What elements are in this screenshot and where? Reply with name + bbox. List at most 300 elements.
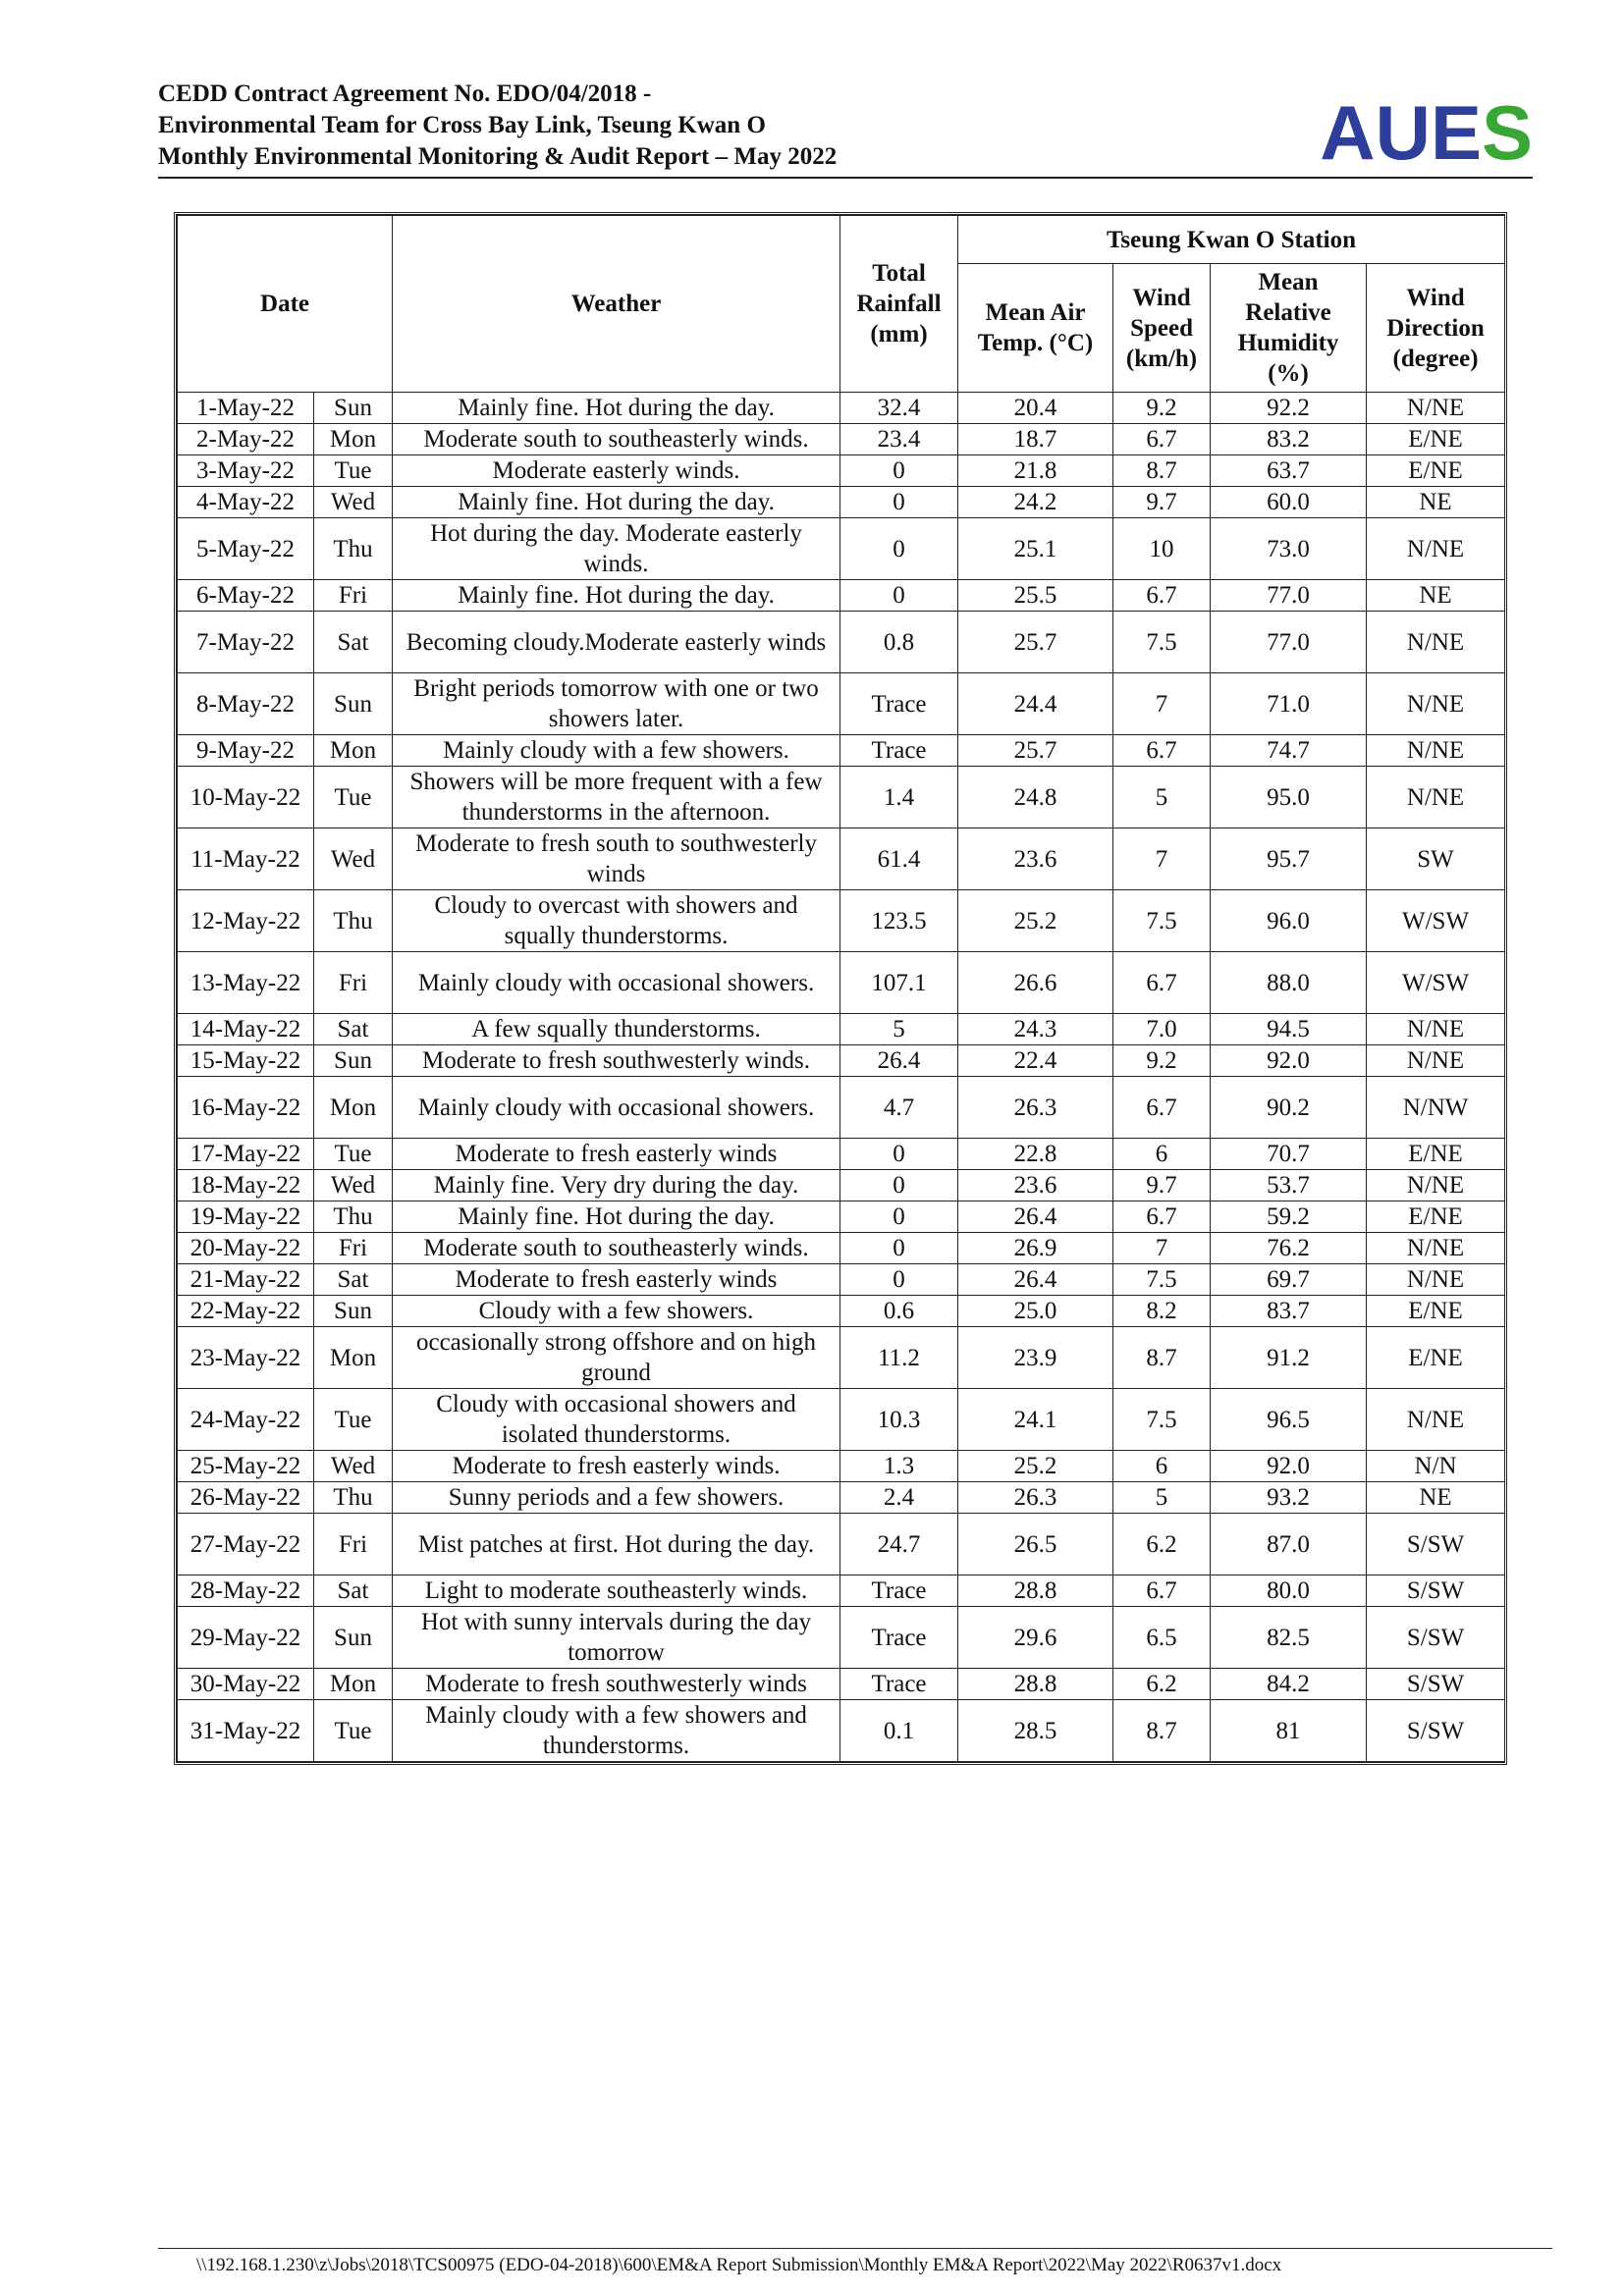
cell-wind-direction: N/NE <box>1367 1264 1505 1296</box>
cell-date: 15-May-22 <box>178 1045 314 1077</box>
cell-wind-speed: 6.5 <box>1113 1607 1211 1669</box>
cell-date: 21-May-22 <box>178 1264 314 1296</box>
cell-rainfall: Trace <box>840 1575 958 1607</box>
cell-weather: Hot with sunny intervals during the day tomorrow <box>393 1607 840 1669</box>
cell-temp: 25.2 <box>958 1451 1113 1482</box>
cell-day: Thu <box>314 890 393 952</box>
table-row <box>178 1201 1505 1233</box>
cell-date: 19-May-22 <box>178 1201 314 1233</box>
cell-temp: 24.2 <box>958 487 1113 518</box>
weather-table <box>177 215 1505 1762</box>
cell-rainfall: 0 <box>840 1170 958 1201</box>
cell-humidity: 73.0 <box>1211 518 1367 580</box>
cell-wind-direction: N/NE <box>1367 1045 1505 1077</box>
cell-day: Tue <box>314 767 393 828</box>
cell-wind-speed: 7.0 <box>1113 1014 1211 1045</box>
cell-weather: Bright periods tomorrow with one or two showers later. <box>393 673 840 735</box>
cell-weather: Mainly cloudy with occasional showers. <box>393 1077 840 1139</box>
table-row <box>178 1669 1505 1700</box>
cell-temp: 22.8 <box>958 1139 1113 1170</box>
cell-humidity: 90.2 <box>1211 1077 1367 1139</box>
cell-weather: Moderate south to southeasterly winds. <box>393 424 840 455</box>
cell-wind-direction: N/NE <box>1367 767 1505 828</box>
cell-temp: 26.4 <box>958 1201 1113 1233</box>
cell-weather: Moderate to fresh south to southwesterly winds <box>393 828 840 890</box>
col-header-temp: Mean Air Temp. (°C) <box>958 264 1113 393</box>
cell-weather: Mainly cloudy with a few showers and thunderstorms. <box>393 1700 840 1762</box>
cell-wind-speed: 6.7 <box>1113 580 1211 612</box>
cell-humidity: 95.0 <box>1211 767 1367 828</box>
cell-humidity: 77.0 <box>1211 612 1367 673</box>
cell-day: Mon <box>314 1327 393 1389</box>
cell-weather: Moderate to fresh southwesterly winds. <box>393 1045 840 1077</box>
cell-wind-speed: 9.2 <box>1113 393 1211 424</box>
cell-wind-speed: 9.7 <box>1113 1170 1211 1201</box>
cell-wind-speed: 7.5 <box>1113 1389 1211 1451</box>
cell-rainfall: 5 <box>840 1014 958 1045</box>
cell-temp: 25.1 <box>958 518 1113 580</box>
table-row <box>178 1327 1505 1389</box>
cell-temp: 28.8 <box>958 1575 1113 1607</box>
cell-rainfall: 0 <box>840 1233 958 1264</box>
cell-wind-direction: N/NE <box>1367 612 1505 673</box>
cell-rainfall: 32.4 <box>840 393 958 424</box>
document-header <box>158 79 1552 177</box>
cell-date: 7-May-22 <box>178 612 314 673</box>
col-header-humidity: Mean Relative Humidity (%) <box>1211 264 1367 393</box>
table-row <box>178 1077 1505 1139</box>
cell-rainfall: Trace <box>840 673 958 735</box>
table-row <box>178 424 1505 455</box>
table-row <box>178 952 1505 1014</box>
cell-wind-speed: 6.2 <box>1113 1669 1211 1700</box>
cell-temp: 24.1 <box>958 1389 1113 1451</box>
table-row <box>178 1575 1505 1607</box>
cell-temp: 22.4 <box>958 1045 1113 1077</box>
col-header-date: Date <box>178 216 393 393</box>
table-row <box>178 487 1505 518</box>
cell-wind-direction: E/NE <box>1367 424 1505 455</box>
cell-day: Wed <box>314 487 393 518</box>
cell-humidity: 92.2 <box>1211 393 1367 424</box>
cell-date: 27-May-22 <box>178 1514 314 1575</box>
cell-temp: 23.6 <box>958 828 1113 890</box>
cell-rainfall: Trace <box>840 735 958 767</box>
table-row <box>178 1700 1505 1762</box>
cell-temp: 28.5 <box>958 1700 1113 1762</box>
cell-rainfall: 0.6 <box>840 1296 958 1327</box>
cell-temp: 26.5 <box>958 1514 1113 1575</box>
aues-logo <box>1320 88 1533 177</box>
cell-wind-direction: W/SW <box>1367 952 1505 1014</box>
cell-wind-direction: SW <box>1367 828 1505 890</box>
cell-wind-direction: N/NE <box>1367 518 1505 580</box>
cell-temp: 23.6 <box>958 1170 1113 1201</box>
cell-weather: Mainly cloudy with a few showers. <box>393 735 840 767</box>
table-row <box>178 393 1505 424</box>
table-row <box>178 673 1505 735</box>
header-line-contract: CEDD Contract Agreement No. EDO/04/2018 - <box>158 80 652 107</box>
cell-day: Fri <box>314 580 393 612</box>
cell-temp: 25.5 <box>958 580 1113 612</box>
cell-wind-speed: 8.7 <box>1113 1327 1211 1389</box>
cell-weather: Moderate south to southeasterly winds. <box>393 1233 840 1264</box>
table-row <box>178 518 1505 580</box>
cell-day: Wed <box>314 828 393 890</box>
cell-rainfall: 123.5 <box>840 890 958 952</box>
cell-date: 31-May-22 <box>178 1700 314 1762</box>
cell-wind-direction: S/SW <box>1367 1575 1505 1607</box>
cell-weather: Cloudy with a few showers. <box>393 1296 840 1327</box>
cell-date: 28-May-22 <box>178 1575 314 1607</box>
cell-temp: 26.3 <box>958 1482 1113 1514</box>
cell-date: 2-May-22 <box>178 424 314 455</box>
cell-temp: 21.8 <box>958 455 1113 487</box>
weather-table-frame <box>174 212 1507 1765</box>
logo-text-s: S <box>1481 89 1533 176</box>
cell-date: 17-May-22 <box>178 1139 314 1170</box>
cell-wind-speed: 7 <box>1113 828 1211 890</box>
table-row <box>178 1014 1505 1045</box>
cell-weather: Mainly fine. Hot during the day. <box>393 393 840 424</box>
header-text <box>158 79 837 173</box>
cell-day: Wed <box>314 1170 393 1201</box>
cell-humidity: 95.7 <box>1211 828 1367 890</box>
cell-wind-speed: 6.7 <box>1113 1575 1211 1607</box>
cell-wind-direction: E/NE <box>1367 1327 1505 1389</box>
cell-day: Tue <box>314 1389 393 1451</box>
cell-temp: 26.6 <box>958 952 1113 1014</box>
cell-wind-speed: 5 <box>1113 767 1211 828</box>
cell-weather: occasionally strong offshore and on high ground <box>393 1327 840 1389</box>
cell-humidity: 60.0 <box>1211 487 1367 518</box>
cell-wind-speed: 6.2 <box>1113 1514 1211 1575</box>
cell-weather: Moderate to fresh easterly winds. <box>393 1451 840 1482</box>
cell-humidity: 63.7 <box>1211 455 1367 487</box>
cell-day: Thu <box>314 518 393 580</box>
cell-temp: 25.0 <box>958 1296 1113 1327</box>
cell-temp: 26.9 <box>958 1233 1113 1264</box>
cell-date: 24-May-22 <box>178 1389 314 1451</box>
cell-wind-speed: 7.5 <box>1113 612 1211 673</box>
cell-date: 9-May-22 <box>178 735 314 767</box>
header-line-report: Monthly Environmental Monitoring & Audit Report – May 2022 <box>158 143 838 170</box>
cell-humidity: 83.2 <box>1211 424 1367 455</box>
table-row <box>178 1389 1505 1451</box>
cell-temp: 20.4 <box>958 393 1113 424</box>
cell-day: Sat <box>314 612 393 673</box>
table-row <box>178 1170 1505 1201</box>
table-row <box>178 1045 1505 1077</box>
table-row <box>178 455 1505 487</box>
cell-wind-speed: 6 <box>1113 1139 1211 1170</box>
cell-day: Mon <box>314 1077 393 1139</box>
cell-day: Wed <box>314 1451 393 1482</box>
cell-date: 20-May-22 <box>178 1233 314 1264</box>
cell-day: Sun <box>314 393 393 424</box>
cell-date: 30-May-22 <box>178 1669 314 1700</box>
cell-date: 25-May-22 <box>178 1451 314 1482</box>
footer-divider <box>158 2248 1552 2249</box>
cell-date: 3-May-22 <box>178 455 314 487</box>
cell-humidity: 91.2 <box>1211 1327 1367 1389</box>
cell-wind-direction: N/N <box>1367 1451 1505 1482</box>
cell-rainfall: 10.3 <box>840 1389 958 1451</box>
col-header-wind-speed: Wind Speed (km/h) <box>1113 264 1211 393</box>
cell-temp: 25.2 <box>958 890 1113 952</box>
cell-weather: Showers will be more frequent with a few thunderstorms in the afternoon. <box>393 767 840 828</box>
cell-weather: Light to moderate southeasterly winds. <box>393 1575 840 1607</box>
table-row <box>178 735 1505 767</box>
cell-weather: A few squally thunderstorms. <box>393 1014 840 1045</box>
cell-day: Thu <box>314 1201 393 1233</box>
cell-weather: Moderate to fresh easterly winds <box>393 1139 840 1170</box>
cell-date: 10-May-22 <box>178 767 314 828</box>
col-header-wind-direction: Wind Direction (degree) <box>1367 264 1505 393</box>
cell-weather: Mainly cloudy with occasional showers. <box>393 952 840 1014</box>
table-row <box>178 1233 1505 1264</box>
cell-rainfall: 0 <box>840 518 958 580</box>
cell-wind-direction: N/NE <box>1367 1233 1505 1264</box>
cell-temp: 23.9 <box>958 1327 1113 1389</box>
cell-date: 8-May-22 <box>178 673 314 735</box>
cell-wind-speed: 6.7 <box>1113 424 1211 455</box>
table-row <box>178 1264 1505 1296</box>
cell-humidity: 84.2 <box>1211 1669 1367 1700</box>
table-row <box>178 828 1505 890</box>
cell-wind-speed: 7 <box>1113 1233 1211 1264</box>
cell-wind-direction: S/SW <box>1367 1669 1505 1700</box>
cell-humidity: 53.7 <box>1211 1170 1367 1201</box>
cell-temp: 18.7 <box>958 424 1113 455</box>
cell-wind-direction: NE <box>1367 580 1505 612</box>
cell-wind-speed: 6.7 <box>1113 735 1211 767</box>
cell-humidity: 76.2 <box>1211 1233 1367 1264</box>
cell-weather: Moderate easterly winds. <box>393 455 840 487</box>
cell-humidity: 96.5 <box>1211 1389 1367 1451</box>
logo-text-aue: AUE <box>1320 89 1482 176</box>
table-row <box>178 767 1505 828</box>
cell-humidity: 83.7 <box>1211 1296 1367 1327</box>
cell-wind-direction: E/NE <box>1367 1139 1505 1170</box>
cell-humidity: 69.7 <box>1211 1264 1367 1296</box>
cell-date: 23-May-22 <box>178 1327 314 1389</box>
cell-day: Fri <box>314 1233 393 1264</box>
cell-weather: Mainly fine. Hot during the day. <box>393 487 840 518</box>
cell-wind-speed: 7 <box>1113 673 1211 735</box>
cell-day: Tue <box>314 1700 393 1762</box>
cell-day: Sun <box>314 1045 393 1077</box>
cell-temp: 28.8 <box>958 1669 1113 1700</box>
cell-weather: Hot during the day. Moderate easterly winds. <box>393 518 840 580</box>
cell-rainfall: 0.1 <box>840 1700 958 1762</box>
table-row <box>178 1451 1505 1482</box>
cell-temp: 25.7 <box>958 612 1113 673</box>
cell-weather: Becoming cloudy.Moderate easterly winds <box>393 612 840 673</box>
cell-wind-direction: E/NE <box>1367 455 1505 487</box>
cell-temp: 26.3 <box>958 1077 1113 1139</box>
cell-wind-direction: N/NE <box>1367 1170 1505 1201</box>
cell-day: Fri <box>314 1514 393 1575</box>
cell-humidity: 94.5 <box>1211 1014 1367 1045</box>
header-line-team: Environmental Team for Cross Bay Link, Tseung Kwan O <box>158 112 766 138</box>
cell-date: 6-May-22 <box>178 580 314 612</box>
cell-humidity: 92.0 <box>1211 1451 1367 1482</box>
cell-date: 14-May-22 <box>178 1014 314 1045</box>
cell-temp: 24.4 <box>958 673 1113 735</box>
cell-rainfall: 1.3 <box>840 1451 958 1482</box>
cell-date: 4-May-22 <box>178 487 314 518</box>
cell-day: Mon <box>314 735 393 767</box>
cell-weather: Mist patches at first. Hot during the day. <box>393 1514 840 1575</box>
cell-wind-direction: E/NE <box>1367 1296 1505 1327</box>
cell-humidity: 70.7 <box>1211 1139 1367 1170</box>
cell-day: Sat <box>314 1575 393 1607</box>
cell-rainfall: 0 <box>840 487 958 518</box>
weather-table-body <box>178 393 1505 1762</box>
cell-wind-speed: 8.2 <box>1113 1296 1211 1327</box>
cell-date: 1-May-22 <box>178 393 314 424</box>
cell-wind-speed: 7.5 <box>1113 890 1211 952</box>
cell-wind-direction: W/SW <box>1367 890 1505 952</box>
cell-wind-direction: N/NE <box>1367 673 1505 735</box>
cell-temp: 26.4 <box>958 1264 1113 1296</box>
cell-temp: 24.3 <box>958 1014 1113 1045</box>
cell-date: 5-May-22 <box>178 518 314 580</box>
cell-wind-direction: N/NE <box>1367 735 1505 767</box>
file-path-footer: \\192.168.1.230\z\Jobs\2018\TCS00975 (EDO-04-2018)\600\EM&A Report Submission\Monthly EM&A Report\2022\May 2022\R0637v1.docx <box>196 2255 1282 2275</box>
cell-date: 11-May-22 <box>178 828 314 890</box>
cell-weather: Moderate to fresh southwesterly winds <box>393 1669 840 1700</box>
table-row <box>178 612 1505 673</box>
cell-humidity: 93.2 <box>1211 1482 1367 1514</box>
cell-wind-direction: S/SW <box>1367 1607 1505 1669</box>
cell-rainfall: Trace <box>840 1607 958 1669</box>
col-header-rainfall: Total Rainfall (mm) <box>840 216 958 393</box>
cell-day: Sat <box>314 1264 393 1296</box>
cell-humidity: 92.0 <box>1211 1045 1367 1077</box>
cell-humidity: 88.0 <box>1211 952 1367 1014</box>
cell-day: Fri <box>314 952 393 1014</box>
cell-date: 26-May-22 <box>178 1482 314 1514</box>
cell-rainfall: 107.1 <box>840 952 958 1014</box>
cell-temp: 29.6 <box>958 1607 1113 1669</box>
cell-day: Sat <box>314 1014 393 1045</box>
cell-date: 16-May-22 <box>178 1077 314 1139</box>
cell-weather: Mainly fine. Hot during the day. <box>393 1201 840 1233</box>
table-row <box>178 1514 1505 1575</box>
cell-day: Sun <box>314 673 393 735</box>
cell-wind-speed: 7.5 <box>1113 1264 1211 1296</box>
cell-wind-speed: 6.7 <box>1113 952 1211 1014</box>
cell-humidity: 82.5 <box>1211 1607 1367 1669</box>
cell-humidity: 81 <box>1211 1700 1367 1762</box>
cell-day: Thu <box>314 1482 393 1514</box>
cell-weather: Mainly fine. Hot during the day. <box>393 580 840 612</box>
cell-weather: Cloudy to overcast with showers and squally thunderstorms. <box>393 890 840 952</box>
cell-wind-direction: N/NE <box>1367 1014 1505 1045</box>
table-row <box>178 1482 1505 1514</box>
cell-date: 12-May-22 <box>178 890 314 952</box>
cell-rainfall: 24.7 <box>840 1514 958 1575</box>
cell-weather: Mainly fine. Very dry during the day. <box>393 1170 840 1201</box>
cell-day: Sun <box>314 1296 393 1327</box>
cell-day: Mon <box>314 1669 393 1700</box>
cell-humidity: 96.0 <box>1211 890 1367 952</box>
cell-rainfall: 61.4 <box>840 828 958 890</box>
cell-day: Sun <box>314 1607 393 1669</box>
station-header: Tseung Kwan O Station <box>958 216 1505 264</box>
cell-humidity: 77.0 <box>1211 580 1367 612</box>
cell-day: Mon <box>314 424 393 455</box>
cell-wind-direction: E/NE <box>1367 1201 1505 1233</box>
cell-humidity: 87.0 <box>1211 1514 1367 1575</box>
cell-wind-speed: 5 <box>1113 1482 1211 1514</box>
cell-humidity: 59.2 <box>1211 1201 1367 1233</box>
cell-weather: Cloudy with occasional showers and isolated thunderstorms. <box>393 1389 840 1451</box>
cell-rainfall: 11.2 <box>840 1327 958 1389</box>
cell-rainfall: 0 <box>840 455 958 487</box>
header-divider <box>158 177 1533 179</box>
cell-rainfall: 2.4 <box>840 1482 958 1514</box>
cell-humidity: 80.0 <box>1211 1575 1367 1607</box>
cell-wind-speed: 9.7 <box>1113 487 1211 518</box>
cell-rainfall: 0 <box>840 580 958 612</box>
table-row <box>178 1296 1505 1327</box>
cell-rainfall: Trace <box>840 1669 958 1700</box>
cell-wind-direction: N/NE <box>1367 393 1505 424</box>
cell-wind-speed: 8.7 <box>1113 1700 1211 1762</box>
cell-wind-direction: N/NW <box>1367 1077 1505 1139</box>
cell-wind-speed: 6.7 <box>1113 1201 1211 1233</box>
cell-date: 13-May-22 <box>178 952 314 1014</box>
cell-wind-speed: 6.7 <box>1113 1077 1211 1139</box>
cell-wind-direction: S/SW <box>1367 1700 1505 1762</box>
cell-rainfall: 1.4 <box>840 767 958 828</box>
cell-rainfall: 0 <box>840 1264 958 1296</box>
cell-wind-direction: NE <box>1367 1482 1505 1514</box>
cell-date: 29-May-22 <box>178 1607 314 1669</box>
table-row <box>178 1607 1505 1669</box>
cell-temp: 25.7 <box>958 735 1113 767</box>
cell-rainfall: 23.4 <box>840 424 958 455</box>
col-header-weather: Weather <box>393 216 840 393</box>
cell-wind-direction: NE <box>1367 487 1505 518</box>
cell-wind-speed: 8.7 <box>1113 455 1211 487</box>
cell-rainfall: 0 <box>840 1139 958 1170</box>
cell-rainfall: 26.4 <box>840 1045 958 1077</box>
cell-wind-speed: 10 <box>1113 518 1211 580</box>
cell-wind-direction: S/SW <box>1367 1514 1505 1575</box>
cell-temp: 24.8 <box>958 767 1113 828</box>
cell-day: Tue <box>314 455 393 487</box>
cell-wind-speed: 9.2 <box>1113 1045 1211 1077</box>
cell-day: Tue <box>314 1139 393 1170</box>
cell-rainfall: 0.8 <box>840 612 958 673</box>
cell-date: 22-May-22 <box>178 1296 314 1327</box>
cell-wind-speed: 6 <box>1113 1451 1211 1482</box>
cell-date: 18-May-22 <box>178 1170 314 1201</box>
cell-wind-direction: N/NE <box>1367 1389 1505 1451</box>
cell-rainfall: 4.7 <box>840 1077 958 1139</box>
cell-weather: Moderate to fresh easterly winds <box>393 1264 840 1296</box>
table-row <box>178 890 1505 952</box>
cell-weather: Sunny periods and a few showers. <box>393 1482 840 1514</box>
table-row <box>178 580 1505 612</box>
cell-humidity: 74.7 <box>1211 735 1367 767</box>
cell-rainfall: 0 <box>840 1201 958 1233</box>
cell-humidity: 71.0 <box>1211 673 1367 735</box>
